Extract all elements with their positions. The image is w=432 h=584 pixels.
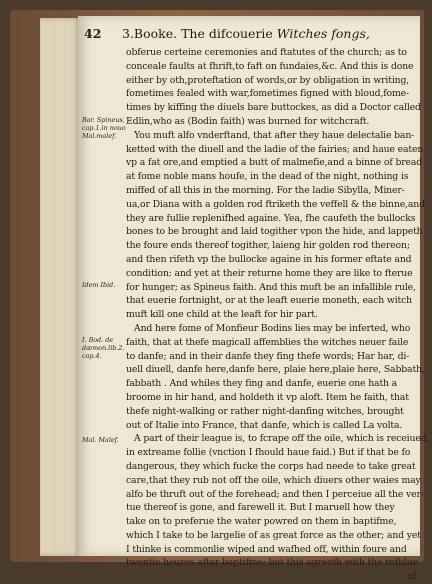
text-line: care,that they rub not off the oile, which diuers other waies may <box>126 474 421 486</box>
text-line: obferue certeine ceremonies and ftatutes of the church; as to <box>126 47 407 58</box>
text-line: You muft alfo vnderftand, that after they haue delectalie ban- <box>134 129 415 141</box>
text-line: I thinke is commonlie wiped and wafhed off, within foure and <box>126 543 407 555</box>
page-header <box>84 24 416 48</box>
text-line: uell diuell, danfe here,danfe here, plaie here,plaie here, Sabbath, <box>126 364 425 376</box>
margin-note: Idem Ibid. <box>82 281 116 289</box>
page-number: 42 <box>84 26 102 41</box>
text-line: broome in hir hand, and holdeth it vp aloft. Item he faith, that <box>126 391 409 403</box>
text-line: ketted with the diuell and the ladie of the fairies; and haue eaten <box>126 143 424 155</box>
text-line: times by kiffing the diuels bare buttockes, as did a Doctor called <box>126 102 421 114</box>
text-line: Edlin,who as (Bodin faith) was burned for witchcraft. <box>126 115 370 127</box>
text-line: fabbath . And whiles they fing and danfe, euerie one hath a <box>126 378 398 390</box>
text-line: A part of their league is, to fcrape off the oile, which is receiued <box>134 433 427 445</box>
book-page <box>78 16 427 583</box>
text-line: dangerous, they which fucke the corps had neede to take great <box>126 460 416 472</box>
page-edges <box>40 18 80 556</box>
text-line: bones to be brought and laid togither vpon the hide, and lappeth <box>126 226 423 238</box>
body-text <box>126 46 427 584</box>
text-line: take on to preferue the water powred on them in baptifme, <box>126 516 397 528</box>
text-line: at fome noble mans houfe, in the dead of the night, nothing is <box>126 171 409 183</box>
running-head-italic: Witches fongs, <box>276 26 370 41</box>
text-line: thefe night-walking or rather night-danfing witches, brought <box>126 405 404 417</box>
text-line: alfo be thruft out of the forehead; and then I perceiue all the ver- <box>126 488 424 500</box>
text-line: miffed of all this in the morning. For the ladie Sibylla, Miner- <box>126 184 405 196</box>
text-line: for hunger; as Spineus faith. And this muft be an infallible rule, <box>126 281 416 293</box>
text-line: fometimes fealed with war,fometimes figned with bloud,fome- <box>126 88 410 100</box>
margin-note: Bar. Spineus, cap.1.in nouo Mal.malef. <box>82 116 126 140</box>
running-head-title: 3.Booke. The difcouerie <box>122 26 273 41</box>
text-line: conceale faults at fhrift,to faft on fundaies,&c. And this is done <box>126 60 414 72</box>
text-line: and then rifeth vp the bullocke againe in his former eftate and <box>126 253 412 265</box>
text-line: which I take to be largelie of as great force as the other; and yet <box>126 529 421 541</box>
margin-note: I. Bod. de dæmon.lib.2. cap.4. <box>82 336 125 360</box>
text-line: ua,or Diana with a golden rod ftriketh the veffell & the binne,and <box>126 198 425 210</box>
text-line: vp a fat ore,and emptied a butt of malmefie,and a binne of bread <box>126 157 423 169</box>
text-line: either by oth,proteftation of words,or by obligation in writing, <box>126 74 410 86</box>
text-line: the foure ends thereof togither, laieng hir golden rod thereon; <box>126 240 410 252</box>
text-line: faith, that at thefe magicall affemblies the witches neuer faile <box>126 336 409 348</box>
text-line: muft kill one child at the leaft for hir part. <box>126 309 318 321</box>
text-line: tue thereof is gone, and farewell it. But I maruell how they <box>126 502 395 514</box>
text-line: out of Italie into France, that danfe, which is called La volta. <box>126 419 403 431</box>
text-line: that euerie fortnight, or at the leaft euerie moneth, each witch <box>126 295 413 307</box>
running-head <box>122 26 370 41</box>
text-line: to danfe; and in their danfe they fing thefe words; Har har, di- <box>126 350 410 362</box>
text-line: they are fullie replenifhed againe. Yea, fhe caufeth the bullocks <box>126 212 416 224</box>
margin-note: Mal. Malef. <box>82 436 119 444</box>
catchword: of <box>407 571 416 583</box>
text-line: in extreame follie (vnction I fhould haue faid.) But if that be fo <box>126 447 411 459</box>
text-line: twentie houres after baptifme; but this agreeth with the refidue <box>126 557 418 569</box>
text-line: condition: and yet at their returne home they are like to fterue <box>126 267 413 279</box>
text-line: And here fome of Monfieur Bodins lies may be inferted, who <box>134 322 411 334</box>
